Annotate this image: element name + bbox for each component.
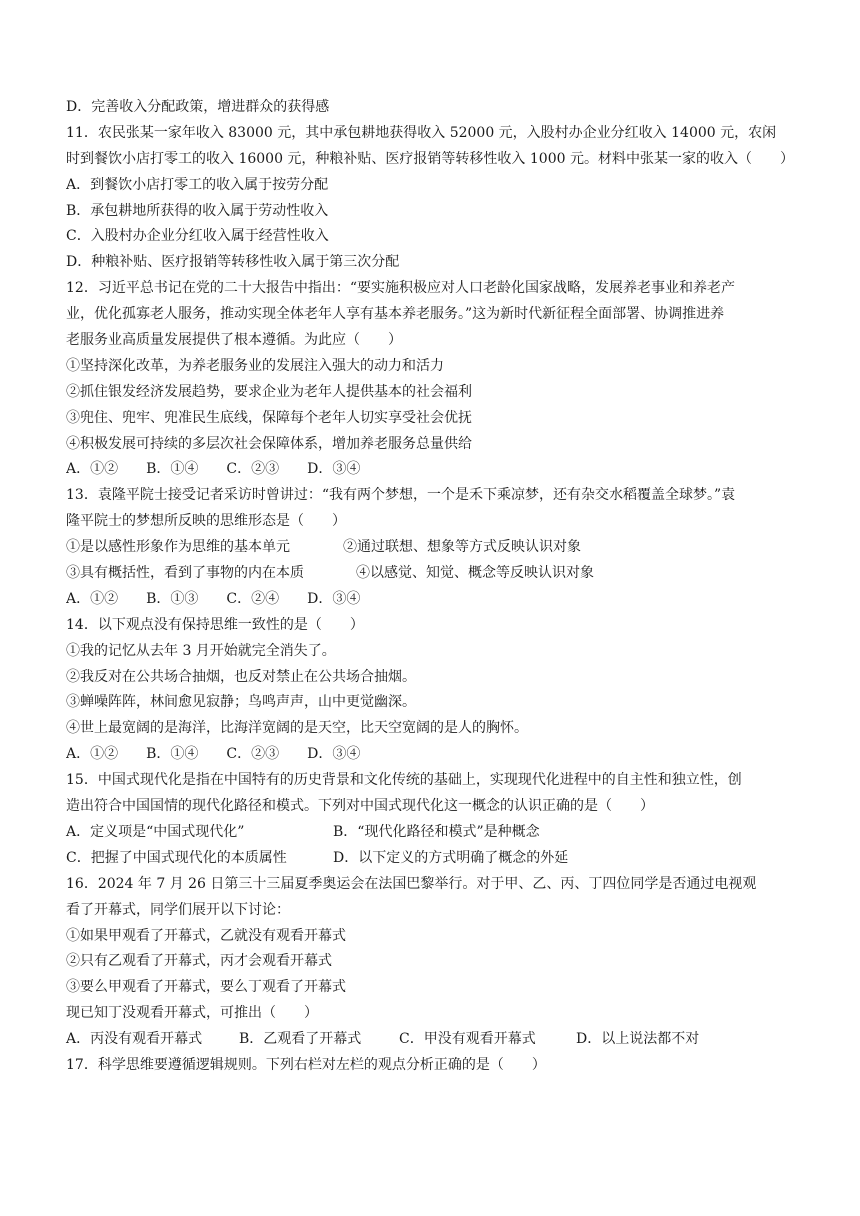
q16-option-c: C．甲没有观看开幕式 — [399, 1031, 536, 1048]
q11-option-d: D．种粮补贴、医疗报销等转移性收入属于第三次分配 — [66, 254, 400, 271]
q16-item-2: ②只有乙观看了开幕式，丙才会观看开幕式 — [66, 953, 332, 970]
q16-item-3: ③要么甲观看了开幕式，要么丁观看了开幕式 — [66, 979, 346, 996]
q14-choices: A．①② B．①④ C．②③ D．③④ — [66, 746, 361, 763]
q15-option-a: A．定义项是“中国式现代化” — [66, 823, 245, 840]
q11-stem-line-1: 11．农民张某一家年收入 83000 元，其中承包耕地获得收入 52000 元，入股村办企业分红收入 14000 元，农闲 — [66, 124, 777, 141]
q16-stem-line-1: 16．2024 年 7 月 26 日第三十三届夏季奥运会在法国巴黎举行。对于甲、乙、丙、丁四位同学是否通过电视观 — [66, 875, 757, 892]
exam-page — [66, 95, 806, 1079]
question-12 — [66, 276, 806, 483]
q16-option-a: A．丙没有观看开幕式 — [66, 1031, 203, 1048]
q13-stem-line-1: 13．袁隆平院士接受记者采访时曾讲过：“我有两个梦想，一个是禾下乘凉梦，还有杂交水稻覆盖全球梦。”袁 — [66, 487, 736, 504]
q15-stem-line-1: 15．中国式现代化是指在中国特有的历史背景和文化传统的基础上，实现现代化进程中的自主性和独立性，创 — [66, 772, 742, 789]
q11-option-c: C．入股村办企业分红收入属于经营性收入 — [66, 228, 329, 245]
q16-option-d: D．以上说法都不对 — [576, 1031, 700, 1048]
q15-stem-line-2: 造出符合中国国情的现代化路径和模式。下列对中国式现代化这一概念的认识正确的是（ ） — [66, 798, 654, 815]
q16-stem-line-2: 看了开幕式，同学们展开以下讨论： — [66, 901, 290, 918]
q12-item-3: ③兜住、兜牢、兜准民生底线，保障每个老年人切实享受社会优抚 — [66, 409, 472, 426]
q11-stem-line-2: 时到餐饮小店打零工的收入 16000 元，种粮补贴、医疗报销等转移性收入 1000 元。材料中张某一家的收入（ ） — [66, 150, 794, 167]
q15-options-row-1 — [66, 820, 806, 846]
question-16 — [66, 872, 806, 1053]
q15-option-b: B．“现代化路径和模式”是种概念 — [333, 823, 540, 840]
q15-option-d: D．以下定义的方式明确了概念的外延 — [333, 849, 569, 866]
q14-item-1: ①我的记忆从去年 3 月开始就完全消失了。 — [66, 642, 336, 659]
question-15 — [66, 768, 806, 872]
q13-stem-line-2: 隆平院士的梦想所反映的思维形态是（ ） — [66, 513, 346, 530]
q11-option-a: A．到餐饮小店打零工的收入属于按劳分配 — [66, 176, 329, 193]
q13-item-2: ②通过联想、想象等方式反映认识对象 — [343, 539, 581, 556]
q13-choices: A．①② B．①③ C．②④ D．③④ — [66, 590, 361, 607]
q17-stem: 17．科学思维要遵循逻辑规则。下列右栏对左栏的观点分析正确的是（ ） — [66, 1056, 546, 1073]
q12-item-1: ①坚持深化改革，为养老服务业的发展注入强大的动力和活力 — [66, 357, 444, 374]
q14-item-2: ②我反对在公共场合抽烟，也反对禁止在公共场合抽烟。 — [66, 668, 416, 685]
question-11 — [66, 121, 806, 276]
question-17 — [66, 1053, 806, 1079]
q12-stem-line-3: 老服务业高质量发展提供了根本遵循。为此应（ ） — [66, 332, 402, 349]
q12-stem-line-1: 12．习近平总书记在党的二十大报告中指出：“要实施积极应对人口老龄化国家战略，发展养老事业和养老产 — [66, 280, 735, 297]
question-14 — [66, 613, 806, 768]
q13-item-1: ①是以感性形象作为思维的基本单元 — [66, 539, 290, 556]
q16-options-row — [66, 1027, 806, 1053]
q12-choices: A．①② B．①④ C．②③ D．③④ — [66, 461, 361, 478]
q13-items-row-2 — [66, 561, 806, 587]
q14-item-3: ③蝉噪阵阵，林间愈见寂静；鸟鸣声声，山中更觉幽深。 — [66, 694, 416, 711]
q12-item-2: ②抓住银发经济发展趋势，要求企业为老年人提供基本的社会福利 — [66, 383, 472, 400]
q10-option-d: D．完善收入分配政策，增进群众的获得感 — [66, 99, 330, 115]
q16-option-b: B．乙观看了开幕式 — [239, 1031, 362, 1048]
q11-option-b: B．承包耕地所获得的收入属于劳动性收入 — [66, 202, 329, 219]
q13-items-row-1 — [66, 535, 806, 561]
q14-stem: 14．以下观点没有保持思维一致性的是（ ） — [66, 616, 364, 633]
q14-item-4: ④世上最宽阔的是海洋，比海洋宽阔的是天空，比天空宽阔的是人的胸怀。 — [66, 720, 528, 737]
q13-item-4: ④以感觉、知觉、概念等反映认识对象 — [356, 565, 594, 582]
q15-options-row-2 — [66, 846, 806, 872]
q15-option-c: C．把握了中国式现代化的本质属性 — [66, 849, 287, 866]
q13-item-3: ③具有概括性，看到了事物的内在本质 — [66, 565, 304, 582]
q16-item-1: ①如果甲观看了开幕式，乙就没有观看开幕式 — [66, 927, 346, 944]
q12-stem-line-2: 业，优化孤寡老人服务，推动实现全体老年人享有基本养老服务。”这为新时代新征程全面部署、协调推进养 — [66, 306, 725, 323]
q12-item-4: ④积极发展可持续的多层次社会保障体系，增加养老服务总量供给 — [66, 435, 472, 452]
q16-conclusion: 现已知丁没观看开幕式，可推出（ ） — [66, 1005, 318, 1022]
question-13 — [66, 483, 806, 612]
